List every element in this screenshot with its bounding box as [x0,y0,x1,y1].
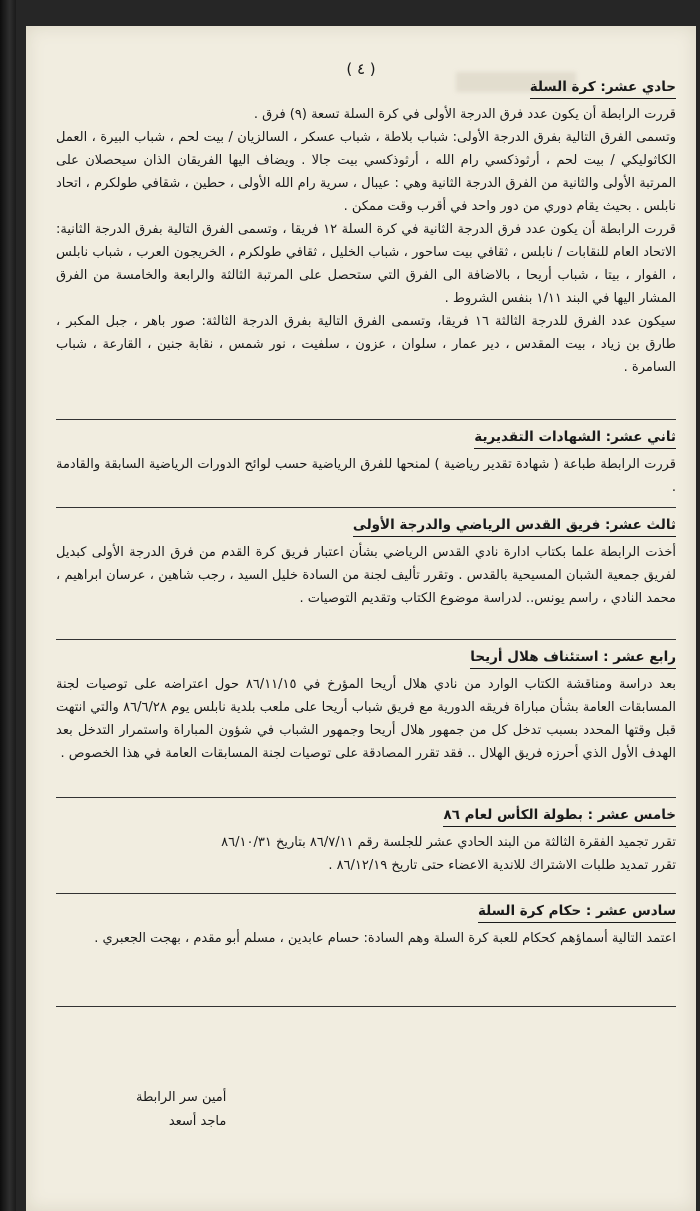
section-basketball [56,76,676,379]
section-paragraph: أخذت الرابطة علما بكتاب ادارة نادي القدس الرياضي بشأن اعتبار فريق كرة القدم من فرق الدرجة الأولى كبديل لفريق جمعية الشبان المسيحية بالقدس . وتقرر تأليف لجنة من السادة خليل السيد ، رجب شاهين ، عرسان ابراهيم ، محمد النادي ، راسم يونس.. لدراسة موضوع الكتاب وتقديم التوصيات . [56,545,676,606]
section-jerusalem-team [56,514,676,610]
divider [56,797,676,798]
section-cup [56,804,676,877]
document-page [26,26,696,1211]
section-referees [56,900,676,950]
section-paragraph: قررت الرابطة طباعة ( شهادة تقدير رياضية ) لمنحها للفرق الرياضية حسب لوائح الدورات الرياضية السابقة والقادمة . [56,457,676,495]
page-number: ( ٤ ) [346,60,376,78]
section-paragraph: قررت الرابطة أن يكون عدد فرق الدرجة الثانية في كرة السلة ١٢ فريقا ، وتسمى الفرق التالية بفرق الدرجة الثانية: الاتحاد العام للنقابات / نابلس ، ثقافي بيت ساحور ، شباب الخليل ، ثقافي طولكرم ، الخريجون العرب ، شباب نابلس ، الفوار ، بيتا ، شباب أريحا ، بالاضافة الى الفرق التي ستحصل على المرتبة الثالثة والرابعة والخامسة من الفرق المشار اليها في البند ١/١١ بنفس الشروط . [56,222,677,306]
section-heading: سادس عشر : حكام كرة السلة [478,901,676,923]
signature-name: ماجد أسعد [168,1114,227,1129]
divider [56,419,676,420]
section-paragraph: قررت الرابطة أن يكون عدد فرق الدرجة الأولى في كرة السلة تسعة (٩) فرق . [253,107,676,122]
section-heading: خامس عشر : بطولة الكأس لعام ٨٦ [443,805,676,827]
section-heading: ثالث عشر: فريق القدس الرياضي والدرجة الأولى [353,515,676,537]
section-heading: حادي عشر: كرة السلة [530,77,676,99]
section-heading: ثاني عشر: الشهادات التقديرية [474,427,676,449]
section-heading: رابع عشر : استئناف هلال أريحا [470,647,676,669]
binder-edge [0,0,16,1211]
section-paragraph: سيكون عدد الفرق للدرجة الثالثة ١٦ فريقا، وتسمى الفرق التالية بفرق الدرجة الثالثة: صور باهر ، جبل المكبر ، طارق بن زياد ، بيت المقدس ، دير عمار ، سلوان ، عزون ، سلفيت ، نور شمس ، نقابة جنين ، القارعة ، شباب السامرة . [56,314,676,375]
divider [56,1006,676,1007]
section-certificates [56,426,676,499]
section-paragraph: تقرر تجميد الفقرة الثالثة من البند الحادي عشر للجلسة رقم ٨٦/٧/١١ بتاريخ ٨٦/١٠/٣١ [221,835,676,850]
section-jericho-appeal [56,646,676,765]
section-paragraph: وتسمى الفرق التالية بفرق الدرجة الأولى: شباب بلاطة ، شباب عسكر ، السالزيان / بيت لحم ، شباب البيرة ، العمل الكاثوليكي / بيت لحم ، أرثوذكسي رام الله ، أرثوذكسي بيت جالا . ويضاف اليها الفريقان الذان سيحصلان على المرتبة الأولى والثانية من الفرق الدرجة الثانية وهي : عيبال ، سرية رام الله الأولى ، حطين ، شقافي طولكرم ، اتحاد نابلس . بحيث يقام دوري من دور واحد في أقرب وقت ممكن . [56,130,676,214]
section-paragraph: اعتمد التالية أسماؤهم كحكام للعبة كرة السلة وهم السادة: حسام عابدين ، مسلم أبو مقدم ، بهجت الجعبري . [94,931,676,946]
section-paragraph: تقرر تمديد طلبات الاشتراك للاندية الاعضاء حتى تاريخ ٨٦/١٢/١٩ . [328,858,676,873]
divider [56,639,676,640]
signature-block [136,1086,226,1134]
divider [56,893,676,894]
section-paragraph: بعد دراسة ومناقشة الكتاب الوارد من نادي هلال أريحا المؤرخ في ٨٦/١١/١٥ حول اعتراضه على توصيات لجنة المسابقات العامة بشأن مباراة فريقه الدورية مع فريق شباب أريحا على ملعب بلدية نابلس يوم ٨٦/٦/٢٨ والتي انتهت قبل وقتها المحدد بسبب تدخل كل من جمهور هلال أريحا وجمهور الشباب في شؤون المباراة واستمرار التدخل بعد الهدف الأول الذي أحرزه فريق الهلال .. فقد تقرر المصادقة على توصيات لجنة المسابقات العامة في هذا الخصوص . [56,677,676,761]
signature-title: أمين سر الرابطة [136,1090,227,1105]
divider [56,507,676,508]
